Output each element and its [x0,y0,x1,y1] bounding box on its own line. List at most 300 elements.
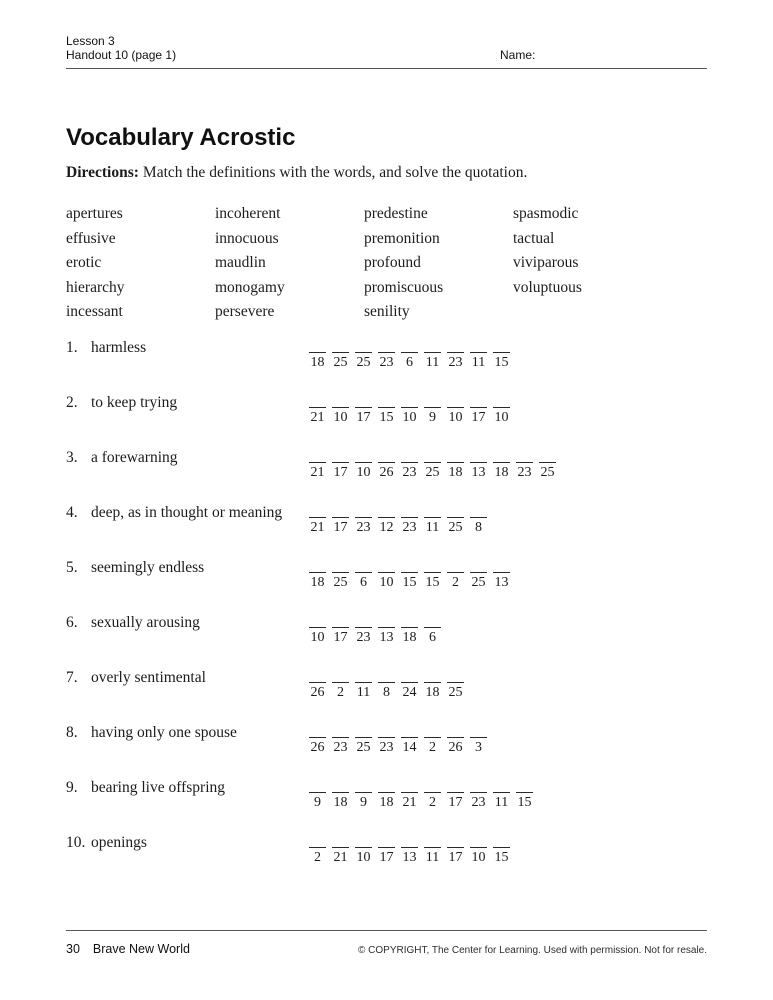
cipher-number: 17 [448,849,463,865]
answer-blank-line [309,394,326,408]
word-bank-word: tactual [513,229,555,247]
cipher-number: 10 [471,849,486,865]
answer-blanks [306,394,513,426]
answer-blank-line [424,669,441,683]
answer-blank-line [493,834,510,848]
cipher-number: 23 [517,464,532,480]
answer-blank-line [401,614,418,628]
answer-blank-line [378,834,395,848]
answer-blank-line [424,504,441,518]
item-text [66,834,306,851]
answer-cell [329,394,352,426]
answer-blanks [306,669,467,701]
item-number: 10. [66,833,86,851]
answer-cell [306,339,329,371]
answer-blank-line [470,339,487,353]
cipher-number: 15 [379,409,394,425]
answer-cell [444,724,467,756]
answer-blank-line [516,779,533,793]
answer-cell [444,559,467,591]
cipher-number: 25 [471,574,486,590]
cipher-number: 10 [310,629,325,645]
book-title: Brave New World [92,942,190,956]
answer-blank-line [378,394,395,408]
answer-cell [375,559,398,591]
page-footer [66,924,707,956]
cipher-number: 8 [383,684,390,700]
cipher-number: 2 [452,574,459,590]
answer-blank-line [401,834,418,848]
answer-blank-line [355,779,372,793]
answer-cell [467,449,490,481]
cipher-number: 23 [471,794,486,810]
cipher-number: 21 [310,409,325,425]
answer-cell [467,724,490,756]
cipher-number: 9 [314,794,321,810]
cipher-number: 2 [429,739,436,755]
cipher-number: 18 [379,794,394,810]
item-number: 5. [66,558,78,576]
cipher-number: 26 [310,739,325,755]
cipher-number: 15 [402,574,417,590]
cipher-number: 24 [402,684,417,700]
answer-cell [352,559,375,591]
answer-blank-line [332,834,349,848]
cipher-number: 21 [402,794,417,810]
page-header [66,34,707,62]
header-rule [66,68,707,69]
answer-blank-line [447,339,464,353]
cipher-number: 26 [379,464,394,480]
answer-cell [444,504,467,536]
answer-blank-line [401,449,418,463]
answer-blank-line [378,614,395,628]
answer-blank-line [470,559,487,573]
cipher-number: 14 [402,739,417,755]
cipher-number: 17 [356,409,371,425]
answer-blank-line [355,669,372,683]
cipher-number: 15 [517,794,532,810]
cipher-number: 18 [310,574,325,590]
answer-cell [421,834,444,866]
word-bank-word: premonition [364,229,440,247]
item-definition: deep, as in thought or meaning [91,503,283,521]
cipher-number: 25 [448,684,463,700]
cipher-number: 17 [333,519,348,535]
definition-item [66,724,707,756]
answer-cell [398,394,421,426]
answer-blank-line [378,504,395,518]
answer-cell [375,834,398,866]
answer-cell [329,724,352,756]
answer-blank-line [447,449,464,463]
footer-left [66,942,190,956]
cipher-number: 25 [333,354,348,370]
answer-cell [306,669,329,701]
answer-blank-line [470,834,487,848]
cipher-number: 26 [310,684,325,700]
item-number: 3. [66,448,78,466]
answer-blank-line [332,449,349,463]
cipher-number: 25 [356,739,371,755]
word-bank-word: innocuous [215,229,279,247]
lesson-label: Lesson 3 [66,34,115,48]
answer-cell [375,669,398,701]
cipher-number: 23 [402,464,417,480]
answer-cell [306,724,329,756]
cipher-number: 11 [494,794,509,810]
item-definition: seemingly endless [91,558,205,576]
directions [66,164,707,182]
word-bank-word: effusive [66,229,116,247]
answer-blank-line [447,669,464,683]
answer-blank-line [332,339,349,353]
cipher-number: 10 [356,464,371,480]
answer-cell [421,559,444,591]
answer-cell [306,614,329,646]
answer-blanks [306,614,444,646]
directions-label: Directions: [66,164,139,181]
cipher-number: 23 [379,739,394,755]
cipher-number: 25 [356,354,371,370]
item-text [66,724,306,741]
word-bank-word: spasmodic [513,205,579,222]
answer-blank-line [516,449,533,463]
answer-blank-line [424,724,441,738]
answer-blank-line [401,779,418,793]
answer-blank-line [539,449,556,463]
answer-cell [421,724,444,756]
item-definition: having only one spouse [91,723,237,741]
answer-cell [329,339,352,371]
answer-blank-line [378,449,395,463]
item-number: 4. [66,503,78,521]
answer-blank-line [470,504,487,518]
answer-blank-line [332,614,349,628]
answer-blank-line [332,559,349,573]
item-text [66,394,306,411]
cipher-number: 10 [494,409,509,425]
answer-blank-line [309,669,326,683]
item-text [66,779,306,796]
word-bank-word: viviparous [513,254,579,271]
answer-cell [352,834,375,866]
answer-cell [467,559,490,591]
page-title: Vocabulary Acrostic [66,124,296,151]
item-text [66,614,306,631]
answer-blank-line [355,834,372,848]
answer-cell [467,834,490,866]
answer-cell [536,449,559,481]
answer-cell [329,449,352,481]
definition-item [66,779,707,811]
answer-cell [490,339,513,371]
cipher-number: 23 [356,629,371,645]
item-definition: to keep trying [91,393,178,411]
cipher-number: 11 [425,354,440,370]
answer-blank-line [378,779,395,793]
answer-cell [421,394,444,426]
answer-cell [329,779,352,811]
definition-item [66,834,707,866]
answer-blanks [306,504,490,536]
answer-cell [490,559,513,591]
definition-item [66,394,707,426]
answer-cell [352,504,375,536]
answer-cell [444,339,467,371]
cipher-number: 25 [425,464,440,480]
answer-blank-line [447,779,464,793]
cipher-number: 10 [356,849,371,865]
cipher-number: 10 [402,409,417,425]
answer-blank-line [355,504,372,518]
cipher-number: 9 [360,794,367,810]
name-label: Name: [500,48,536,62]
answer-cell [398,504,421,536]
word-bank-word: predestine [364,205,428,222]
answer-cell [375,449,398,481]
definition-item [66,614,707,646]
answer-cell [375,504,398,536]
word-bank-word: incoherent [215,205,281,222]
answer-blank-line [470,779,487,793]
answer-cell [375,724,398,756]
item-text [66,449,306,466]
word-bank-column [66,202,215,325]
answer-cell [398,724,421,756]
item-definition: harmless [91,338,147,356]
answer-cell [352,779,375,811]
answer-blank-line [493,559,510,573]
answer-cell [421,669,444,701]
answer-blank-line [493,779,510,793]
item-text [66,559,306,576]
cipher-number: 25 [333,574,348,590]
cipher-number: 25 [540,464,555,480]
word-bank-word: monogamy [215,278,285,296]
word-bank [66,202,707,325]
answer-cell [444,669,467,701]
answer-blank-line [332,504,349,518]
answer-cell [467,504,490,536]
cipher-number: 15 [494,849,509,865]
cipher-number: 11 [471,354,486,370]
cipher-number: 23 [448,354,463,370]
answer-blank-line [401,669,418,683]
answer-cell [352,724,375,756]
answer-blanks [306,339,513,371]
answer-cell [490,394,513,426]
cipher-number: 15 [425,574,440,590]
answer-cell [444,394,467,426]
answer-cell [490,779,513,811]
definition-item [66,559,707,591]
answer-cell [398,339,421,371]
cipher-number: 21 [310,519,325,535]
definition-item [66,669,707,701]
cipher-number: 13 [379,629,394,645]
answer-cell [375,779,398,811]
answer-blank-line [378,669,395,683]
cipher-number: 6 [406,354,413,370]
answer-cell [513,779,536,811]
cipher-number: 10 [333,409,348,425]
answer-cell [467,339,490,371]
answer-cell [306,834,329,866]
answer-blank-line [355,559,372,573]
cipher-number: 13 [494,574,509,590]
answer-blank-line [447,834,464,848]
answer-blank-line [309,724,326,738]
answer-cell [352,669,375,701]
answer-cell [306,449,329,481]
answer-blank-line [493,339,510,353]
definition-item [66,449,707,481]
page-number: 30 [66,942,80,956]
cipher-number: 2 [429,794,436,810]
answer-blanks [306,779,536,811]
answer-cell [306,559,329,591]
word-bank-column [215,202,364,325]
answer-blank-line [401,394,418,408]
word-bank-word: senility [364,303,410,320]
cipher-number: 10 [448,409,463,425]
answer-blank-line [424,394,441,408]
item-number: 9. [66,778,78,796]
cipher-number: 18 [333,794,348,810]
answer-cell [329,834,352,866]
definition-item [66,339,707,371]
answer-blank-line [401,559,418,573]
cipher-number: 2 [314,849,321,865]
answer-cell [329,504,352,536]
word-bank-word: erotic [66,254,102,271]
answer-blank-line [355,614,372,628]
answer-cell [444,834,467,866]
answer-blank-line [309,779,326,793]
answer-blank-line [424,779,441,793]
answer-blank-line [309,614,326,628]
word-bank-word: maudlin [215,254,266,271]
answer-cell [421,779,444,811]
answer-cell [375,394,398,426]
answer-blank-line [355,724,372,738]
word-bank-column [513,202,662,325]
answer-blank-line [470,449,487,463]
answer-blank-line [309,339,326,353]
cipher-number: 18 [310,354,325,370]
word-bank-word: profound [364,254,421,271]
word-bank-word: voluptuous [513,278,582,296]
answer-cell [352,339,375,371]
answer-cell [306,504,329,536]
cipher-number: 9 [429,409,436,425]
answer-blank-line [401,339,418,353]
answer-cell [421,449,444,481]
answer-blank-line [424,834,441,848]
answer-cell [398,779,421,811]
item-definition: a forewarning [91,448,178,466]
answer-cell [352,394,375,426]
answer-blank-line [309,449,326,463]
answer-blank-line [424,614,441,628]
footer-rule [66,930,707,931]
answer-cell [421,504,444,536]
answer-blank-line [424,449,441,463]
answer-blank-line [309,504,326,518]
item-definition: bearing live offspring [91,778,226,796]
answer-blank-line [447,724,464,738]
word-bank-word: hierarchy [66,278,125,296]
cipher-number: 11 [356,684,371,700]
cipher-number: 8 [475,519,482,535]
answer-cell [490,834,513,866]
definitions-list [66,339,707,866]
cipher-number: 2 [337,684,344,700]
answer-cell [444,449,467,481]
answer-blank-line [378,339,395,353]
cipher-number: 18 [402,629,417,645]
answer-blank-line [309,834,326,848]
answer-cell [398,834,421,866]
answer-cell [513,449,536,481]
answer-blank-line [355,394,372,408]
answer-blank-line [332,779,349,793]
answer-blank-line [447,394,464,408]
answer-cell [398,614,421,646]
answer-blank-line [424,339,441,353]
answer-blanks [306,724,490,756]
copyright-notice: © COPYRIGHT, The Center for Learning. Used with permission. Not for resale. [358,945,707,956]
answer-blanks [306,449,559,481]
answer-cell [467,779,490,811]
word-bank-word: apertures [66,205,123,222]
answer-blanks [306,559,513,591]
item-definition: sexually arousing [91,613,200,631]
answer-blank-line [332,724,349,738]
cipher-number: 10 [379,574,394,590]
item-text [66,504,306,521]
answer-blank-line [493,449,510,463]
cipher-number: 15 [494,354,509,370]
answer-cell [444,779,467,811]
answer-blank-line [401,724,418,738]
cipher-number: 23 [402,519,417,535]
cipher-number: 26 [448,739,463,755]
word-bank-word: incessant [66,303,123,320]
answer-cell [375,339,398,371]
item-number: 6. [66,613,78,631]
cipher-number: 3 [475,739,482,755]
item-definition: overly sentimental [91,668,206,686]
answer-cell [490,449,513,481]
answer-cell [306,779,329,811]
handout-label: Handout 10 (page 1) [66,48,177,62]
answer-blank-line [309,559,326,573]
answer-blank-line [332,394,349,408]
answer-blank-line [447,559,464,573]
word-bank-column [364,202,513,325]
word-bank-word: persevere [215,303,275,320]
item-text [66,669,306,686]
answer-blank-line [355,449,372,463]
cipher-number: 21 [310,464,325,480]
answer-cell [421,614,444,646]
cipher-number: 17 [471,409,486,425]
answer-cell [352,614,375,646]
answer-cell [398,449,421,481]
cipher-number: 6 [429,629,436,645]
